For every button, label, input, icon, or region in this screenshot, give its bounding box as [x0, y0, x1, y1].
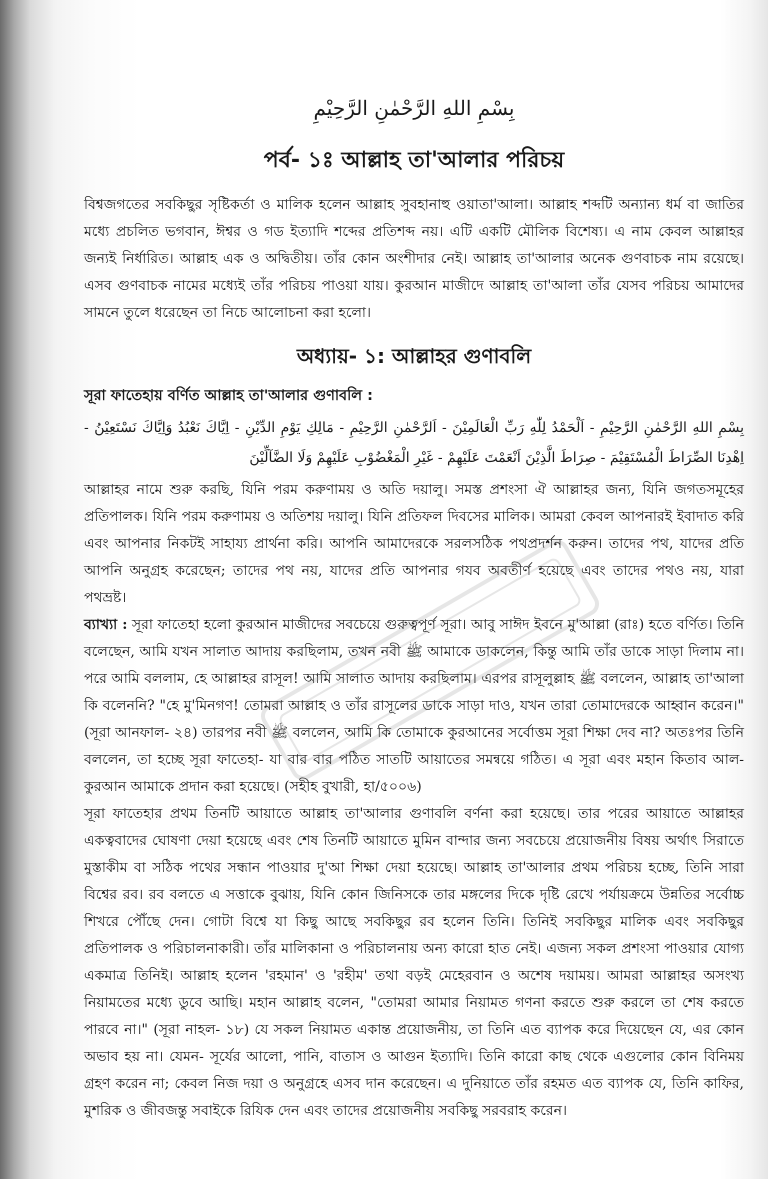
attributes-paragraph: সূরা ফাতেহার প্রথম তিনটি আয়াতে আল্লাহ তা'আলার গুণাবলি বর্ণনা করা হয়েছে। তার পরের আয়াতে আল্লাহর একত্ববাদের ঘোষণা দেয়া হয়েছে এবং শেষ তিনটি আয়াতে মুমিন বান্দার জন্য সবচেয়ে প্রয়োজনীয় বিষয় অর্থাৎ সিরাতে মুস্তাকীম বা সঠিক পথের সন্ধান পাওয়ার দু'আ শিক্ষা দেয়া হয়েছে। আল্লাহ তা'আলার প্রথম পরিচয় হচ্ছে, তিনি সারা বিশ্বের রব। রব বলতে এ সত্তাকে বুঝায়, যিনি কোন জিনিসকে তার মঙ্গলের দিকে দৃষ্টি রেখে পর্যায়ক্রমে উন্নতির সর্বোচ্চ শিখরে পৌঁছে দেন। গোটা বিশ্বে যা কিছু আছে সবকিছুর রব হলেন তিনি। তিনিই সবকিছুর মালিক এবং সবকিছুর প্রতিপালক ও পরিচালনাকারী। তাঁর মালিকানা ও পরিচালনায় অন্য কারো হাত নেই। এজন্য সকল প্রশংসা পাওয়ার যোগ্য একমাত্র তিনিই। আল্লাহ হলেন 'রহমান' ও 'রহীম' তথা বড়ই মেহেরবান ও অশেষ দয়াময়। আমরা আল্লাহর অসংখ্য নিয়ামতের মধ্যে ডুবে আছি। মহান আল্লাহ বলেন, "তোমরা আমার নিয়ামত গণনা করতে শুরু করলে তা শেষ করতে পারবে না।" (সূরা নাহল- ১৮) যে সকল নিয়ামত একান্ত প্রয়োজনীয়, তা তিনি এত ব্যাপক করে দিয়েছেন যে, এর কোন অভাব হয় না। যেমন- সূর্যের আলো, পানি, বাতাস ও আগুন ইত্যাদি। তিনি কারো কাছ থেকে এগুলোর কোন বিনিময় গ্রহণ করেন না; কেবল নিজ দয়া ও অনুগ্রহে এসব দান করেছেন। এ দুনিয়াতে তাঁর রহমত এত ব্যাপক যে, তিনি কাফির, মুশরিক ও জীবজন্তু সবাইকে রিযিক দেন এবং তাদের প্রয়োজনীয় সবকিছু সরবরাহ করেন।: [84, 806, 744, 1119]
page-content: [84, 88, 744, 1125]
explanation-paragraph: [84, 612, 744, 801]
surah-fatiha-translation: আল্লাহর নামে শুরু করছি, যিনি পরম করুণাময় ও অতি দয়ালু। সমস্ত প্রশংসা ঐ আল্লাহর জন্য, যিনি জগতসমূহের প্রতিপালক। যিনি পরম করুণাময় ও অতিশয় দয়ালু। যিনি প্রতিফল দিবসের মালিক। আমরা কেবল আপনারই ইবাদাত করি এবং আপনার নিকটই সাহায্য প্রার্থনা করি। আপনি আমাদেরকে সরলসঠিক পথপ্রদর্শন করুন। তাদের পথ, যাদের প্রতি আপনি অনুগ্রহ করেছেন; তাদের পথ নয়, যাদের প্রতি আপনার গযব অবতীর্ণ হয়েছে এবং তাদের পথও নয়, যারা পথভ্রষ্ট।: [84, 482, 744, 606]
explanation-label: ব্যাখ্যা :: [84, 617, 128, 633]
chapter-title: পর্ব- ১ঃ আল্লাহ তা'আলার পরিচয়: [263, 148, 565, 173]
surah-fatiha-arabic: بِسْمِ اللهِ الرَّحْمٰنِ الرَّحِيْمِ - اَلْحَمْدُ لِلّٰهِ رَبِّ الْعَالَمِيْنَ - اَلرَّحْمٰنِ الرَّحِيْمِ - مَالِكِ يَوْمِ الدِّيْنِ - اِيَّاكَ نَعْبُدُ وَاِيَّاكَ نَسْتَعِيْنُ - اِهْدِنَا الصِّرَاطَ الْمُسْتَقِيْمَ - صِرَاطَ الَّذِيْنَ اَنْعَمْتَ عَلَيْهِمْ - غَيْرِ الْمَغْضُوْبِ عَلَيْهِمْ وَلَا الضَّآلِّيْنَ: [84, 420, 744, 466]
subsection-title: সূরা ফাতেহায় বর্ণিত আল্লাহ তা'আলার গুণাবলি :: [84, 388, 373, 404]
chapter-intro-paragraph: বিশ্বজগতের সবকিছুর সৃষ্টিকর্তা ও মালিক হলেন আল্লাহ সুবহানাহু ওয়াতা'আলা। আল্লাহ শব্দটি অন্যান্য ধর্ম বা জাতির মধ্যে প্রচলিত ভগবান, ঈশ্বর ও গড ইত্যাদি শব্দের প্রতিশব্দ নয়। এটি একটি মৌলিক বিশেষ্য। এ নাম কেবল আল্লাহর জন্যই নির্ধারিত। আল্লাহ এক ও অদ্বিতীয়। তাঁর কোন অংশীদার নেই। আল্লাহ তা'আলার অনেক গুণবাচক নাম রয়েছে। এসব গুণবাচক নামের মধ্যেই তাঁর পরিচয় পাওয়া যায়। কুরআন মাজীদে আল্লাহ তা'আলা তাঁর যেসব পরিচয় আমাদের সামনে তুলে ধরেছেন তা নিচে আলোচনা করা হলো।: [84, 197, 744, 321]
section-title: অধ্যায়- ১: আল্লাহর গুণাবলি: [296, 344, 532, 368]
bismillah-heading: بِسْمِ اللهِ الرَّحْمٰنِ الرَّحِيْمِ: [313, 96, 515, 120]
explanation-text: সূরা ফাতেহা হলো কুরআন মাজীদের সবচেয়ে গুরুত্বপূর্ণ সূরা। আবু সাঈদ ইবনে মু'আল্লা (রাঃ) হতে বর্ণিত। তিনি বলেছেন, আমি যখন সালাত আদায় করছিলাম, তখন নবী ﷺ আমাকে ডাকলেন, কিন্তু আমি তাঁর ডাকে সাড়া দিলাম না। পরে আমি বললাম, হে আল্লাহর রাসূল! আমি সালাত আদায় করছিলাম। এরপর রাসূলুল্লাহ ﷺ বললেন, আল্লাহ তা'আলা কি বলেননি? "হে মু'মিনগণ! তোমরা আল্লাহ ও তাঁর রাসূলের ডাকে সাড়া দাও, যখন তারা তোমাদেরকে আহ্বান করেন।" (সূরা আনফাল- ২৪) তারপর নবী ﷺ বললেন, আমি কি তোমাকে কুরআনের সর্বোত্তম সূরা শিক্ষা দেব না? অতঃপর তিনি বললেন, তা হচ্ছে সূরা ফাতেহা- যা বার বার পঠিত সাতটি আয়াতের সমন্বয়ে গঠিত। এ সূরা এবং মহান কিতাব আল-কুরআন আমাকে প্রদান করা হয়েছে। (সহীহ বুখারী, হা/৫০০৬): [84, 617, 744, 795]
